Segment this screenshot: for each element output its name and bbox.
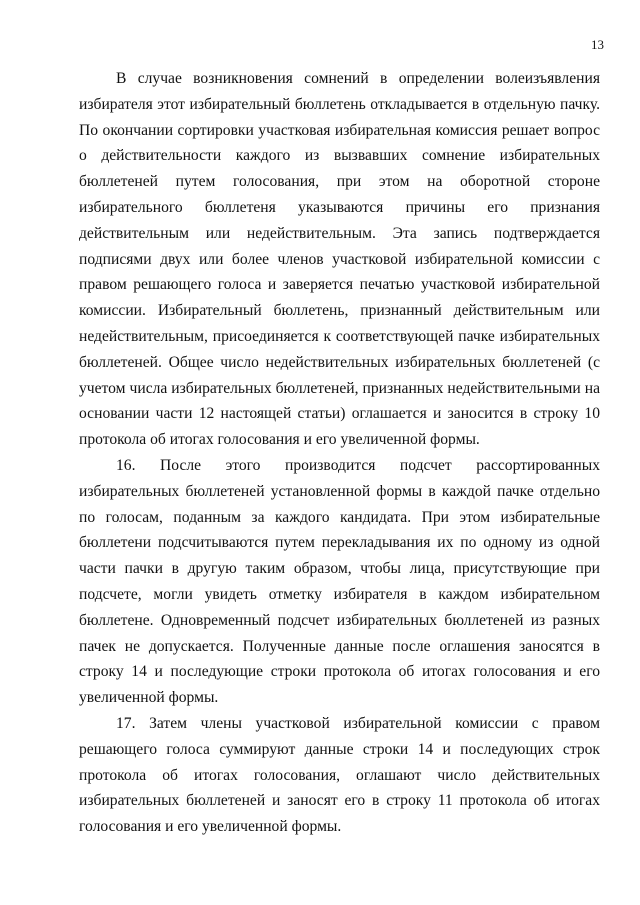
- paragraph-ballot-doubt: В случае возникновения сомнений в определении волеизъявления избирателя этот избирательный бюллетень откладывается в отдельную пачку. По окончании сортировки участковая избирательная комиссия решает вопрос о действительности каждого из вызвавших сомнение избирательных бюллетеней путем голосования, при этом на оборотной стороне избирательного бюллетеня указываются причины его признания действительным или недействительным. Эта запись подтверждается подписями двух или более членов участковой избирательной комиссии с правом решающего голоса и заверяется печатью участковой избирательной комиссии. Избирательный бюллетень, признанный действительным или недействительным, присоединяется к соответствующей пачке избирательных бюллетеней. Общее число недействительных избирательных бюллетеней (с учетом числа избирательных бюллетеней, признанных недействительными на основании части 12 настоящей статьи) оглашается и заносится в строку 10 протокола об итогах голосования и его увеличенной формы.: [79, 70, 600, 449]
- document-body: [79, 66, 600, 840]
- paragraph-item-17: 17. Затем члены участковой избирательной комиссии с правом решающего голоса суммируют данные строки 14 и последующих строк протокола об итогах голосования, оглашают число действительных избирательных бюллетеней и заносят его в строку 11 протокола об итогах голосования и его увеличенной формы.: [79, 714, 600, 836]
- page-number: 13: [591, 37, 604, 52]
- paragraph-item-16: 16. После этого производится подсчет рассортированных избирательных бюллетеней установленной формы в каждой пачке отдельно по голосам, поданным за каждого кандидата. При этом избирательные бюллетени подсчитываются путем перекладывания их по одному из одной части пачки в другую таким образом, чтобы лица, присутствующие при подсчете, могли увидеть отметку избирателя в каждом избирательном бюллетене. Одновременный подсчет избирательных бюллетеней из разных пачек не допускается. Полученные данные после оглашения заносятся в строку 14 и последующие строки протокола об итогах голосования и его увеличенной формы.: [79, 456, 600, 707]
